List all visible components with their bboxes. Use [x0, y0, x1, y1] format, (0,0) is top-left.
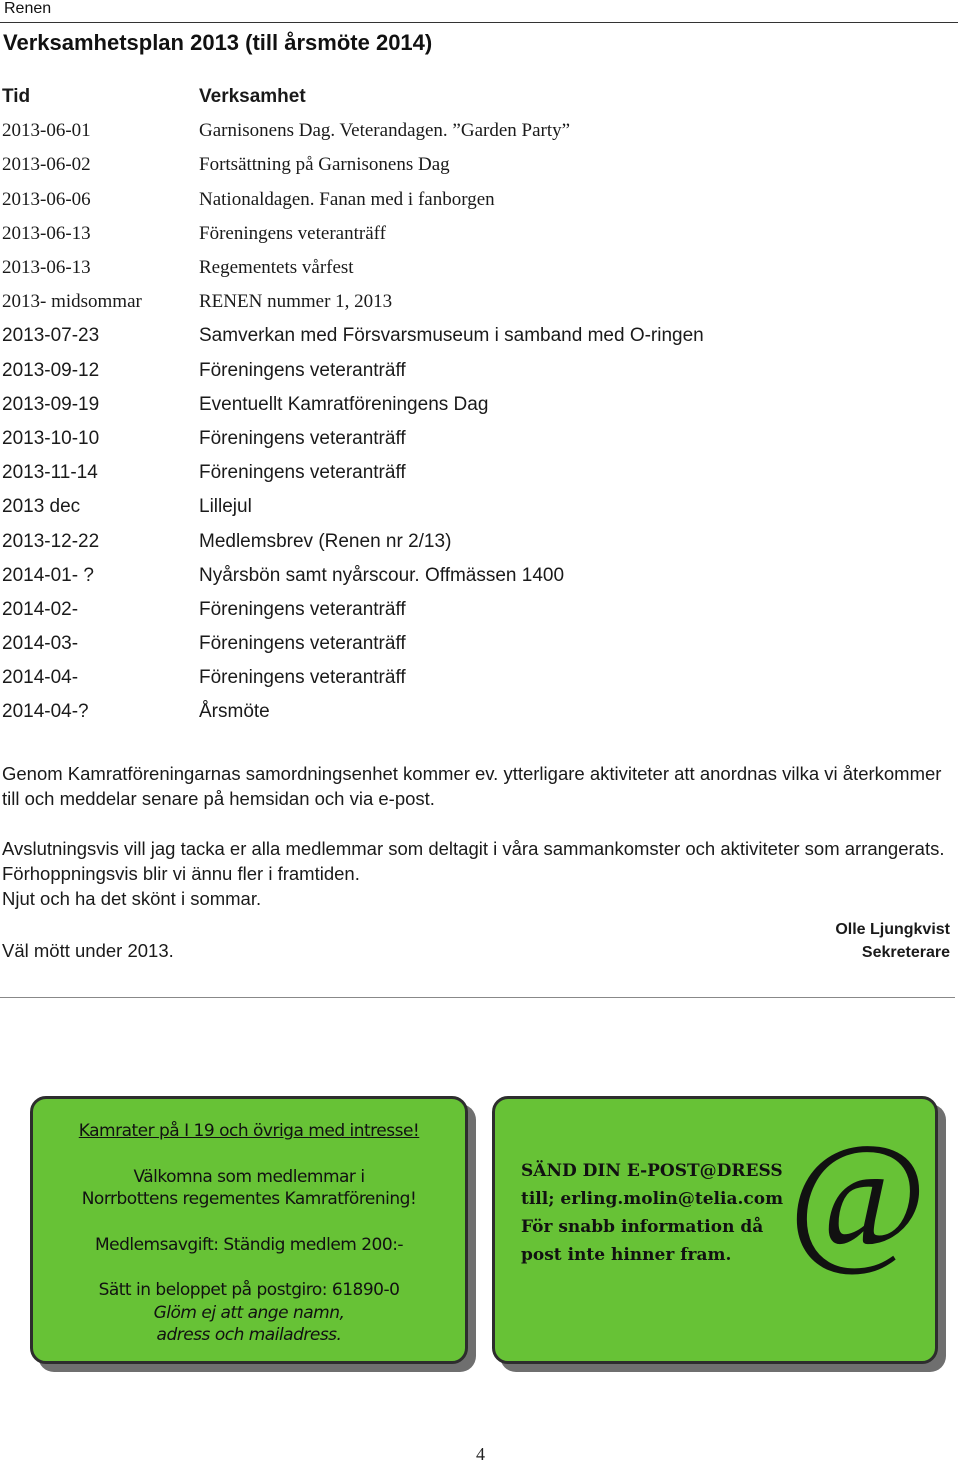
- schedule-header-row: [2, 80, 952, 114]
- membership-promo-box: [30, 1096, 468, 1364]
- paragraph-thanks: Avslutningsvis vill jag tacka er alla medlemmar som deltagit i våra sammankomster och aktiviteter som arrangerats. Förhoppningsvis blir vi ännu fler i framtiden.: [2, 838, 945, 884]
- schedule-row: [2, 559, 952, 593]
- schedule-date: 2013-06-01: [2, 120, 91, 142]
- schedule-date: 2013-06-06: [2, 188, 91, 210]
- schedule-activity: Eventuellt Kamratföreningens Dag: [199, 393, 489, 415]
- schedule-date: 2014-04-: [2, 667, 79, 689]
- schedule-activity: Föreningens veteranträff: [199, 462, 406, 484]
- schedule-date: 2013-09-19: [2, 393, 100, 415]
- schedule-row: [2, 627, 952, 661]
- column-header-date: Tid: [2, 86, 31, 108]
- schedule-activity: Föreningens veteranträff: [199, 667, 406, 689]
- signature-name: Olle Ljungkvist: [835, 921, 950, 938]
- schedule-activity: Nationaldagen. Fanan med i fanborgen: [199, 188, 495, 210]
- email-promo-address: till; erling.molin@telia.com: [521, 1189, 784, 1209]
- schedule-date: 2013-06-13: [2, 222, 91, 244]
- schedule-activity: Föreningens veteranträff: [199, 598, 406, 620]
- schedule-activity: Regementets vårfest: [199, 257, 354, 279]
- signature-block: [835, 918, 950, 964]
- schedule-row: [2, 319, 952, 353]
- schedule-date: 2014-01- ?: [2, 564, 94, 586]
- schedule-date: 2014-04-?: [2, 701, 89, 723]
- schedule-date: 2014-03-: [2, 633, 79, 655]
- at-sign-icon: @: [788, 1113, 927, 1279]
- schedule-row: [2, 285, 952, 319]
- column-header-activity: Verksamhet: [199, 86, 306, 108]
- page-title: Verksamhetsplan 2013 (till årsmöte 2014): [3, 30, 433, 55]
- schedule-table: [2, 80, 952, 730]
- schedule-row: [2, 183, 952, 217]
- section-divider: [0, 997, 955, 998]
- schedule-activity: Samverkan med Försvarsmuseum i samband med O-ringen: [199, 325, 704, 347]
- schedule-row: [2, 114, 952, 148]
- schedule-activity: RENEN nummer 1, 2013: [199, 291, 393, 313]
- schedule-activity: Föreningens veteranträff: [199, 427, 406, 449]
- schedule-activity: Årsmöte: [199, 701, 270, 723]
- promo-payment: Sätt in beloppet på postgiro: 61890-0: [98, 1280, 400, 1300]
- schedule-date: 2013-12-22: [2, 530, 100, 552]
- schedule-date: 2013-06-02: [2, 154, 91, 176]
- email-promo-line: SÄND DIN E-POST@DRESS: [521, 1161, 783, 1181]
- schedule-row: [2, 217, 952, 251]
- schedule-activity: Fortsättning på Garnisonens Dag: [199, 154, 450, 176]
- schedule-date: 2013-09-12: [2, 359, 100, 381]
- schedule-date: 2013-07-23: [2, 325, 100, 347]
- promo-fee: Medlemsavgift: Ständig medlem 200:-: [94, 1235, 404, 1255]
- schedule-row: [2, 148, 952, 182]
- schedule-activity: Lillejul: [199, 496, 252, 518]
- schedule-activity: Föreningens veteranträff: [199, 633, 406, 655]
- schedule-date: 2013 dec: [2, 496, 81, 518]
- schedule-row: [2, 456, 952, 490]
- promo-association: Norrbottens regementes Kamratförening!: [81, 1189, 417, 1209]
- schedule-activity: Medlemsbrev (Renen nr 2/13): [199, 530, 452, 552]
- schedule-date: 2013- midsommar: [2, 291, 142, 313]
- schedule-row: [2, 388, 952, 422]
- schedule-row: [2, 524, 952, 558]
- schedule-row: [2, 354, 952, 388]
- paragraph-additional-activities: Genom Kamratföreningarnas samordningsenhet kommer ev. ytterligare aktiviteter att anordnas vilka vi återkommer till och meddelar senare på hemsidan och via e-post.: [2, 763, 942, 809]
- schedule-activity: Föreningens veteranträff: [199, 222, 386, 244]
- schedule-activity: Garnisonens Dag. Veterandagen. ”Garden Party”: [199, 120, 571, 142]
- schedule-date: 2013-11-14: [2, 462, 98, 484]
- email-promo-text: [521, 1157, 811, 1269]
- promo-headline: Kamrater på I 19 och övriga med intresse!: [78, 1121, 420, 1141]
- paragraph-summer-wish: Njut och ha det skönt i sommar.: [2, 888, 262, 909]
- email-promo-line: För snabb information då: [521, 1217, 764, 1237]
- promo-reminder-details: adress och mailadress.: [156, 1325, 342, 1345]
- schedule-row: [2, 490, 952, 524]
- promo-welcome: Välkomna som medlemmar i: [133, 1167, 365, 1187]
- running-header: Renen: [4, 0, 52, 17]
- schedule-row: [2, 593, 952, 627]
- schedule-row: [2, 422, 952, 456]
- schedule-activity: Föreningens veteranträff: [199, 359, 406, 381]
- schedule-row: [2, 251, 952, 285]
- page-number: 4: [476, 1444, 485, 1464]
- schedule-row: [2, 661, 952, 695]
- schedule-date: 2013-06-13: [2, 257, 91, 279]
- signature-title: Sekreterare: [861, 944, 950, 961]
- closing-line: Väl mött under 2013.: [2, 940, 174, 961]
- schedule-row: [2, 695, 952, 729]
- email-promo-box: [492, 1096, 938, 1364]
- header-rule: [0, 22, 958, 23]
- promo-reminder: Glöm ej att ange namn,: [153, 1303, 345, 1323]
- schedule-activity: Nyårsbön samt nyårscour. Offmässen 1400: [199, 564, 565, 586]
- schedule-date: 2014-02-: [2, 598, 79, 620]
- schedule-date: 2013-10-10: [2, 427, 100, 449]
- email-promo-line: post inte hinner fram.: [521, 1245, 732, 1265]
